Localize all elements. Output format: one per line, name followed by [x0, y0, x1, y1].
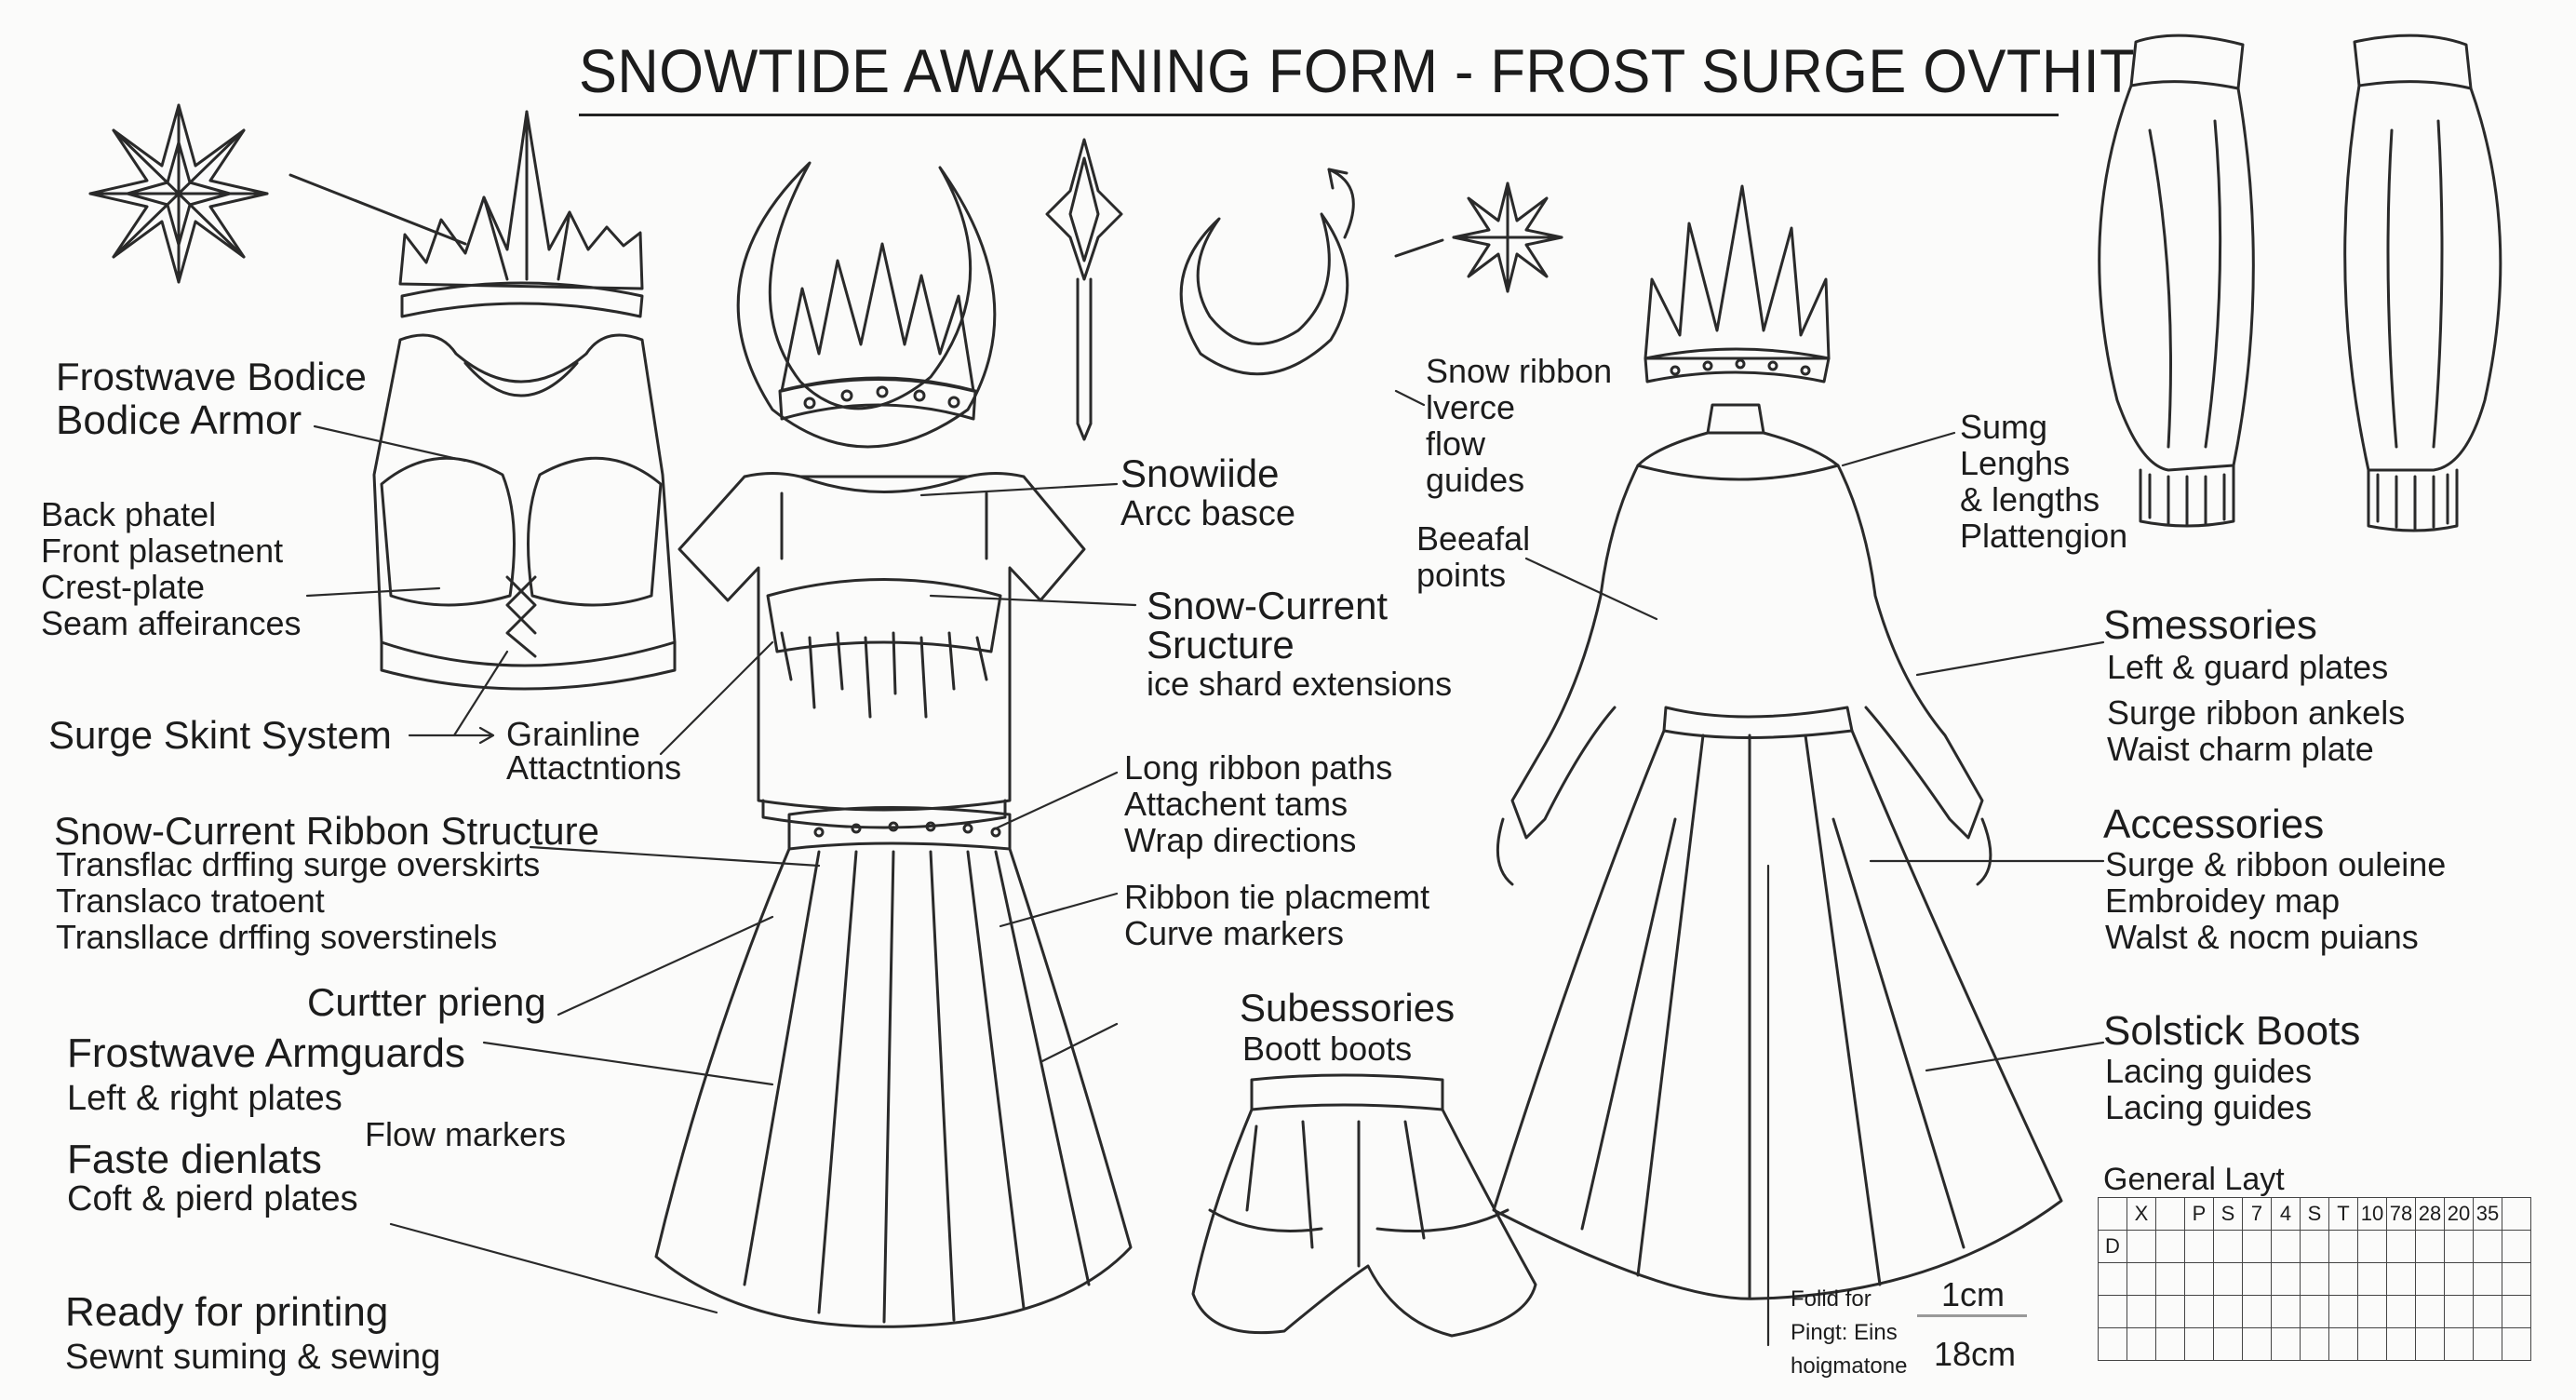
grid-cell: 28 — [2416, 1198, 2445, 1231]
snowcurrent-heading-2: Sructure — [1147, 623, 1295, 666]
grid-cell — [2156, 1198, 2185, 1231]
smessories-heading: Smessories — [2103, 602, 2317, 648]
solstick-heading: Solstick Boots — [2103, 1008, 2361, 1054]
grid-cell — [2301, 1231, 2329, 1263]
grid-cell: S — [2214, 1198, 2243, 1231]
note-line: Plattengion — [1960, 516, 2128, 555]
grid-cell: X — [2127, 1198, 2156, 1231]
grid-cell — [2329, 1263, 2358, 1296]
note-line: Surge ribbon ankels — [2107, 693, 2406, 732]
subessories-heading: Subessories — [1240, 986, 1456, 1030]
grid-cell — [2502, 1263, 2531, 1296]
solstick-lines — [2105, 1054, 2312, 1126]
note-line: Curve markers — [1124, 913, 1345, 952]
grid-row — [2099, 1296, 2531, 1328]
bodice-detail-line: Crest-plate — [41, 567, 206, 606]
grid-cell — [2502, 1198, 2531, 1231]
grid-cell — [2474, 1231, 2502, 1263]
note-line: Lenghs — [1960, 443, 2071, 482]
page-title: SNOWTIDE AWAKENING FORM - FROST SURGE OVTHIT — [579, 36, 2136, 105]
grid-cell — [2387, 1328, 2416, 1361]
layout-grid — [2098, 1197, 2531, 1361]
note-line: Walst & nocm puians — [2105, 917, 2419, 956]
grid-cell — [2502, 1328, 2531, 1361]
shorts-drawing — [1193, 1075, 1536, 1336]
note-line: Ribbon tie placmemt — [1124, 878, 1430, 916]
flow-markers-label: Flow markers — [365, 1115, 567, 1153]
ready-heading: Ready for printing — [65, 1289, 389, 1335]
grid-cell — [2387, 1263, 2416, 1296]
title-underline — [579, 114, 2059, 116]
skirt-drawing — [656, 808, 1131, 1327]
grid-cell — [2474, 1263, 2502, 1296]
note-line: Lacing guides — [2105, 1052, 2313, 1090]
snowcurrent-heading: Snow-Current — [1147, 584, 1389, 627]
grid-cell — [2127, 1263, 2156, 1296]
ready-sub: Sewnt suming & sewing — [65, 1338, 441, 1377]
note-line: Snow ribbon — [1426, 352, 1613, 390]
grid-cell — [2243, 1231, 2272, 1263]
snowflake-icon-small — [1454, 183, 1562, 291]
grid-cell — [2243, 1328, 2272, 1361]
grid-cell — [2156, 1296, 2185, 1328]
grid-cell — [2185, 1263, 2214, 1296]
note-line: Long ribbon paths — [1124, 748, 1393, 787]
snow-ribbon-notes — [1426, 354, 1612, 499]
bodice-details — [41, 497, 302, 642]
smessories-lines — [2107, 650, 2405, 768]
grid-cell — [2127, 1296, 2156, 1328]
grid-cell: T — [2329, 1198, 2358, 1231]
grid-row — [2099, 1231, 2531, 1263]
crescent-halo-drawing — [738, 163, 995, 447]
grid-cell — [2358, 1263, 2387, 1296]
grid-cell: D — [2099, 1231, 2127, 1263]
grid-cell — [2243, 1296, 2272, 1328]
grid-cell — [2099, 1198, 2127, 1231]
ribbon-tie-notes — [1124, 880, 1429, 952]
note-line: lverce — [1426, 387, 1516, 426]
grid-cell — [2127, 1231, 2156, 1263]
grid-cell — [2127, 1328, 2156, 1361]
armguards-heading: Frostwave Armguards — [67, 1030, 465, 1076]
grid-cell — [2214, 1296, 2243, 1328]
grid-cell: 78 — [2387, 1198, 2416, 1231]
sleeves-drawing — [2100, 35, 2501, 531]
scale-second: 18cm — [1934, 1335, 2017, 1373]
grid-cell — [2099, 1296, 2127, 1328]
grid-cell — [2185, 1328, 2214, 1361]
ribbon-structure-heading: Snow-Current Ribbon Structure — [54, 809, 599, 853]
grid-cell — [2474, 1296, 2502, 1328]
grid-cell — [2301, 1263, 2329, 1296]
note-line: Embroidey map — [2105, 881, 2341, 920]
grid-cell — [2416, 1263, 2445, 1296]
bodice-armor-drawing — [374, 335, 675, 689]
grid-cell — [2214, 1328, 2243, 1361]
small-crescent-drawing — [1181, 169, 1442, 374]
snowflake-icon — [90, 105, 267, 282]
scale-note-line: hoigmatone — [1791, 1353, 1908, 1379]
grid-cell — [2387, 1296, 2416, 1328]
ribbon-detail-line: Translaco tratoent — [56, 881, 325, 920]
note-line: flow — [1426, 424, 1486, 463]
grid-cell: P — [2185, 1198, 2214, 1231]
faste-sub: Coft & pierd plates — [67, 1179, 358, 1218]
grid-cell — [2185, 1296, 2214, 1328]
grid-cell — [2214, 1263, 2243, 1296]
grid-cell — [2387, 1231, 2416, 1263]
grid-cell — [2099, 1328, 2127, 1361]
beeafal-notes — [1416, 521, 1530, 594]
grid-cell — [2445, 1231, 2474, 1263]
note-line: Attachent tams — [1124, 784, 1348, 823]
note-line: Left & guard plates — [2107, 648, 2389, 686]
grid-cell: 10 — [2358, 1198, 2387, 1231]
attachments-label: Attactntions — [506, 748, 682, 787]
accessories-lines — [2105, 847, 2446, 956]
grid-cell — [2301, 1296, 2329, 1328]
grid-cell — [2445, 1328, 2474, 1361]
grid-cell — [2272, 1296, 2301, 1328]
grid-cell — [2156, 1231, 2185, 1263]
bodice-detail-line: Front plasetnent — [41, 531, 284, 570]
bodice-detail-line: Seam affeirances — [41, 603, 302, 642]
snowtide-sub: Arcc basce — [1120, 494, 1295, 533]
snowtide-heading: Snowiide — [1120, 451, 1280, 495]
ribbon-structure-details — [56, 847, 540, 956]
grid-cell: S — [2301, 1198, 2329, 1231]
grid-cell — [2445, 1263, 2474, 1296]
note-line: Waist charm plate — [2107, 729, 2374, 768]
note-line: Beeafal — [1416, 519, 1531, 558]
scale-first: 1cm — [1941, 1275, 2006, 1313]
grid-row — [2099, 1263, 2531, 1296]
armguards-sub: Left & right plates — [67, 1079, 342, 1118]
grid-cell — [2358, 1231, 2387, 1263]
ribbon-detail-line: Transllace drffing soverstinels — [56, 917, 498, 956]
note-line: Lacing guides — [2105, 1087, 2313, 1126]
faste-heading: Faste dienlats — [67, 1137, 322, 1182]
subessories-sub: Boott boots — [1242, 1030, 1413, 1068]
note-line: Wrap directions — [1124, 820, 1357, 859]
grid-cell — [2156, 1263, 2185, 1296]
scale-bar — [1917, 1314, 2027, 1317]
bodice-heading: Frostwave Bodice — [56, 355, 367, 398]
scale-note-line: Folid for — [1791, 1286, 1872, 1312]
grid-row — [2099, 1198, 2531, 1231]
grid-cell — [2358, 1296, 2387, 1328]
grid-title: General Layt — [2103, 1162, 2285, 1197]
grid-cell — [2329, 1328, 2358, 1361]
grid-cell — [2502, 1296, 2531, 1328]
grid-cell — [2243, 1263, 2272, 1296]
grid-cell — [2214, 1231, 2243, 1263]
grid-cell — [2416, 1328, 2445, 1361]
grid-cell — [2358, 1328, 2387, 1361]
scale-note-line: Pingt: Eins — [1791, 1320, 1898, 1345]
long-ribbon-notes — [1124, 750, 1392, 859]
grid-cell — [2301, 1328, 2329, 1361]
grid-cell — [2474, 1328, 2502, 1361]
grid-cell: 20 — [2445, 1198, 2474, 1231]
snowcurrent-sub: ice shard extensions — [1147, 665, 1453, 703]
scale-note — [1791, 1283, 1907, 1383]
ice-staff-drawing — [1047, 140, 1121, 439]
bodice-armor-label: Bodice Armor — [56, 397, 302, 443]
shard-top-drawing — [679, 474, 1084, 828]
note-line: Sumg — [1960, 408, 2048, 446]
grid-cell — [2156, 1328, 2185, 1361]
grid-cell — [2272, 1328, 2301, 1361]
grid-cell — [2416, 1231, 2445, 1263]
sumg-notes — [1960, 410, 2127, 555]
note-line: & lengths — [1960, 479, 2100, 518]
grid-cell — [2416, 1296, 2445, 1328]
accessories-heading: Accessories — [2103, 801, 2325, 847]
note-line: guides — [1426, 460, 1525, 499]
grid-cell — [2099, 1263, 2127, 1296]
leader-lines — [307, 387, 2103, 1345]
grid-cell — [2445, 1296, 2474, 1328]
grid-cell — [2272, 1263, 2301, 1296]
ribbon-detail-line: Transflac drffing surge overskirts — [56, 845, 541, 883]
grid-cell: 35 — [2474, 1198, 2502, 1231]
grid-cell — [2502, 1231, 2531, 1263]
grid-cell: 4 — [2272, 1198, 2301, 1231]
grid-cell — [2185, 1231, 2214, 1263]
note-line: Surge & ribbon ouleine — [2105, 845, 2447, 883]
skirt-system-label: Surge Skint System — [48, 713, 392, 757]
grid-cell — [2329, 1296, 2358, 1328]
cutter-label: Curtter prieng — [307, 980, 546, 1024]
bodice-detail-line: Back phatel — [41, 495, 217, 533]
note-line: points — [1416, 555, 1507, 594]
grid-cell — [2272, 1231, 2301, 1263]
grid-cell: 7 — [2243, 1198, 2272, 1231]
grid-row — [2099, 1328, 2531, 1361]
grid-cell — [2329, 1231, 2358, 1263]
ice-crown-drawing — [400, 112, 642, 316]
grainline-label: Grainline — [506, 715, 641, 753]
